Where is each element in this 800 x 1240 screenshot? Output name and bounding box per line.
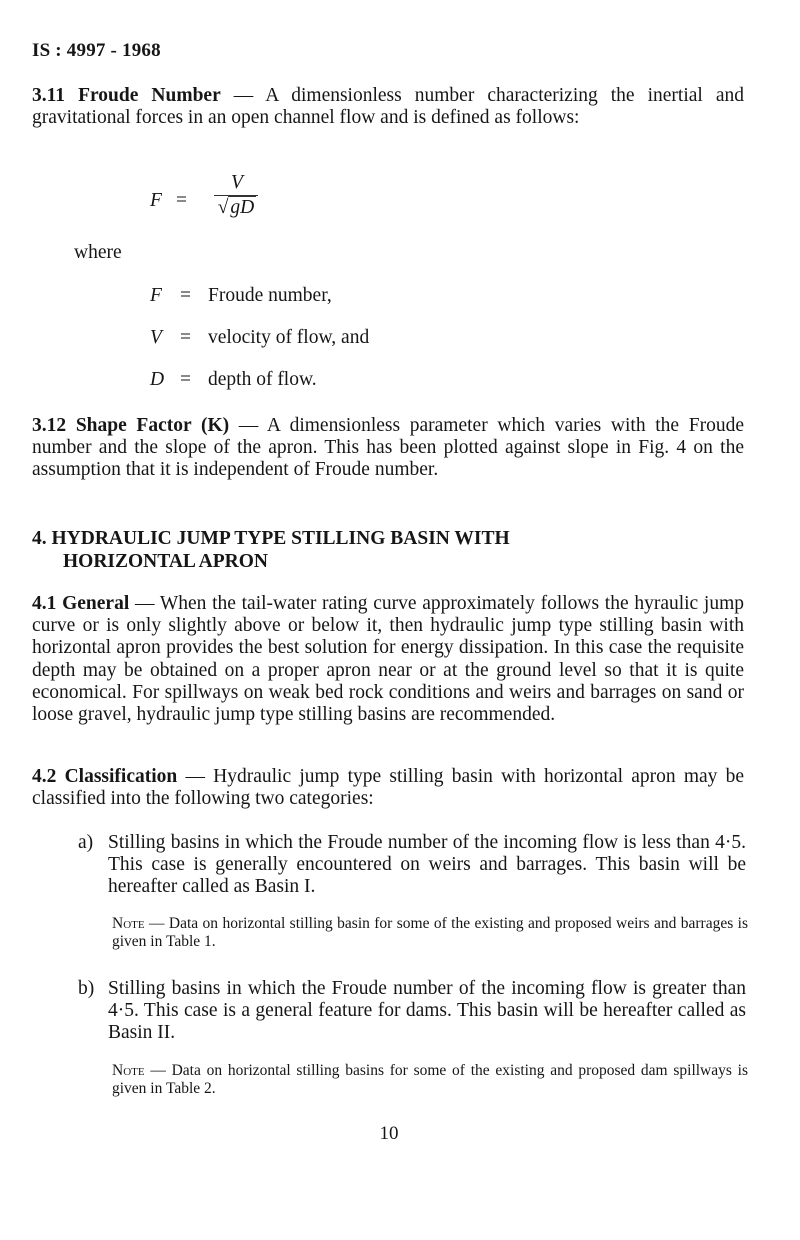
definition-text: depth of flow. xyxy=(208,369,317,390)
radicand: gD xyxy=(230,197,255,218)
formula-fraction xyxy=(202,172,272,219)
note-label: Note xyxy=(112,915,145,932)
note-a xyxy=(112,915,748,951)
section-body: — Hydraulic jump type stilling basin with horizontal apron may be classified into the following two categories: xyxy=(32,766,744,810)
heading-line-2: HORIZONTAL APRON xyxy=(63,550,268,572)
formula-denominator xyxy=(202,197,272,219)
section-number: 3.11 xyxy=(32,85,66,106)
section-body: — A dimensionless number characterizing the inertial and gravitational forces in an open channel flow and is defined as follows: xyxy=(32,85,745,129)
section-body: — A dimensionless parameter which varies with the Froude number and the slope of the apron. This has been plotted against slope in Fig. 4 on the assumption that it is independent of Froude number. xyxy=(32,415,745,481)
square-root-sign: √ xyxy=(217,197,229,218)
page-number: 10 xyxy=(379,1123,399,1144)
definition-equals: = xyxy=(180,285,191,306)
list-item-text: Stilling basins in which the Froude number of the incoming flow is greater than 4·5. This case is a general feature for dams. This basin will be hereafter called as Basin II. xyxy=(108,978,746,1044)
section-3-11 xyxy=(32,85,744,129)
definition-text: velocity of flow, and xyxy=(208,327,370,348)
section-title: Froude Number xyxy=(78,85,221,106)
definition-symbol: V xyxy=(150,327,162,348)
note-label: Note xyxy=(112,1062,145,1079)
section-number: 3.12 xyxy=(32,415,67,436)
definition-equals: = xyxy=(180,369,191,390)
note-text: — Data on horizontal stilling basins for some of the existing and proposed dam spillways is given in Table 2. xyxy=(112,1062,748,1097)
section-title: Classification xyxy=(64,766,178,787)
document-id: IS : 4997 - 1968 xyxy=(32,40,161,61)
definition-equals: = xyxy=(180,327,191,348)
froude-formula xyxy=(150,172,330,232)
document-page xyxy=(32,0,746,1240)
list-item-b xyxy=(78,978,746,1045)
note-text: — Data on horizontal stilling basin for some of the existing and proposed weirs and barrages is given in Table 1. xyxy=(112,915,748,950)
list-item-a xyxy=(78,832,746,899)
note-b xyxy=(112,1062,748,1098)
formula-lhs: F xyxy=(150,190,162,211)
formula-numerator: V xyxy=(231,172,243,193)
list-item-label: b) xyxy=(78,978,95,999)
section-title: General xyxy=(62,593,130,614)
section-number: 4.2 xyxy=(32,766,57,787)
section-4-1 xyxy=(32,593,744,726)
list-item-label: a) xyxy=(78,832,94,853)
section-4-heading xyxy=(32,528,510,573)
section-number: 4.1 xyxy=(32,593,57,614)
list-item-text: Stilling basins in which the Froude number of the incoming flow is less than 4·5. This case is generally encountered on weirs and barrages. This basin will be hereafter called as Basin I. xyxy=(108,832,746,898)
section-4-2 xyxy=(32,766,744,810)
section-3-12 xyxy=(32,415,744,482)
section-body: — When the tail-water rating curve approximately follows the hyraulic jump curve or is only slightly above or below it, then hydraulic jump type stilling basin with horizontal apron provides the best solution for energy dissipation. In this case the requisite depth may be obtained on a proper apron near or at the ground level so that it is quite economical. For spillways on weak bed rock conditions and weirs and barrages on sand or loose gravel, hydraulic jump type stilling basins are recommended. xyxy=(32,593,745,726)
where-label: where xyxy=(74,242,122,263)
heading-line-1: 4. HYDRAULIC JUMP TYPE STILLING BASIN WITH xyxy=(32,528,510,549)
definition-symbol: D xyxy=(150,369,165,390)
section-title: Shape Factor (K) xyxy=(75,415,230,436)
formula-equals: = xyxy=(176,190,187,211)
definition-symbol: F xyxy=(150,285,162,306)
definition-text: Froude number, xyxy=(208,285,332,306)
